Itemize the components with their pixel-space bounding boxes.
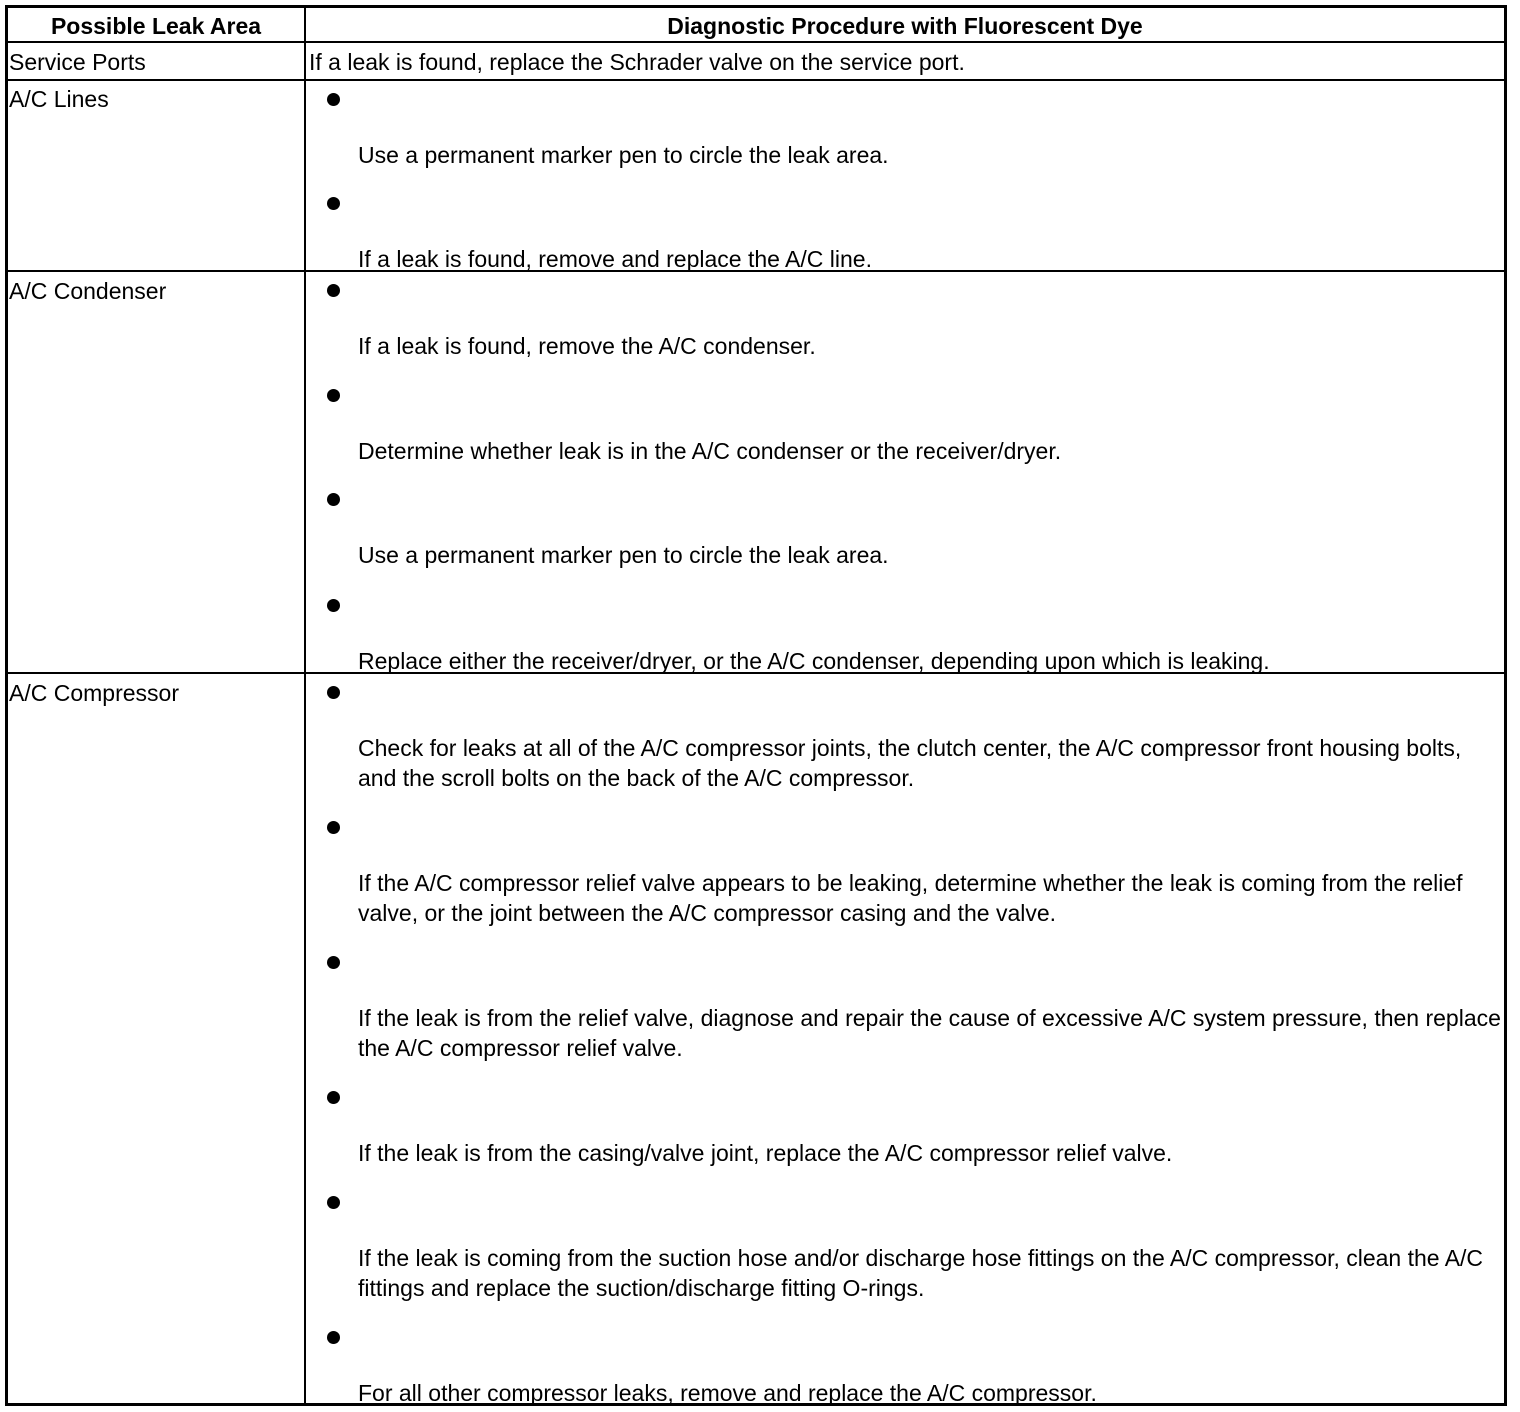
procedure-step: If a leak is found, remove the A/C condenser. — [358, 333, 816, 359]
bullet-icon — [327, 1331, 340, 1344]
bullet-icon — [327, 821, 340, 834]
header-divider — [5, 41, 1507, 43]
procedure-step: Check for leaks at all of the A/C compressor joints, the clutch center, the A/C compressor front housing bolts, and the scroll bolts on the back of the A/C compressor. — [358, 735, 1462, 791]
leak-area-label: A/C Condenser — [9, 278, 167, 304]
leak-area-label: A/C Lines — [9, 86, 109, 112]
procedure-text: If a leak is found, replace the Schrader valve on the service port. — [309, 49, 965, 75]
bullet-icon — [327, 197, 340, 210]
bullet-icon — [327, 284, 340, 297]
procedure-step: If the A/C compressor relief valve appears to be leaking, determine whether the leak is coming from the relief valve, or the joint between the A/C compressor casing and the valve. — [358, 870, 1463, 926]
procedure-step: Use a permanent marker pen to circle the leak area. — [358, 142, 889, 168]
bullet-icon — [327, 686, 340, 699]
procedure-step: Use a permanent marker pen to circle the leak area. — [358, 542, 889, 568]
bullet-icon — [327, 956, 340, 969]
bullet-icon — [327, 599, 340, 612]
bullet-icon — [327, 1196, 340, 1209]
procedure-step: If the leak is from the casing/valve joint, replace the A/C compressor relief valve. — [358, 1140, 1173, 1166]
header-diagnostic-procedure: Diagnostic Procedure with Fluorescent Dye — [667, 13, 1143, 39]
bullet-icon — [327, 1091, 340, 1104]
bullet-icon — [327, 493, 340, 506]
bullet-icon — [327, 93, 340, 106]
bullet-icon — [327, 389, 340, 402]
row-divider — [5, 79, 1507, 81]
header-possible-leak-area: Possible Leak Area — [50, 13, 262, 39]
procedure-step: For all other compressor leaks, remove and replace the A/C compressor. — [358, 1380, 1097, 1406]
procedure-step: Replace either the receiver/dryer, or the A/C condenser, depending upon which is leaking. — [358, 648, 1270, 674]
leak-diagnosis-table — [5, 5, 1507, 1406]
leak-area-label: A/C Compressor — [9, 680, 179, 706]
procedure-step: If the leak is from the relief valve, diagnose and repair the cause of excessive A/C system pressure, then replace the A/C compressor relief valve. — [358, 1005, 1501, 1061]
procedure-step: If the leak is coming from the suction hose and/or discharge hose fittings on the A/C compressor, clean the A/C fittings and replace the suction/discharge fitting O-rings. — [358, 1245, 1484, 1301]
procedure-step: If a leak is found, remove and replace the A/C line. — [358, 246, 872, 272]
column-divider — [304, 5, 306, 1406]
leak-area-label: Service Ports — [9, 49, 146, 75]
procedure-step: Determine whether leak is in the A/C condenser or the receiver/dryer. — [358, 438, 1062, 464]
